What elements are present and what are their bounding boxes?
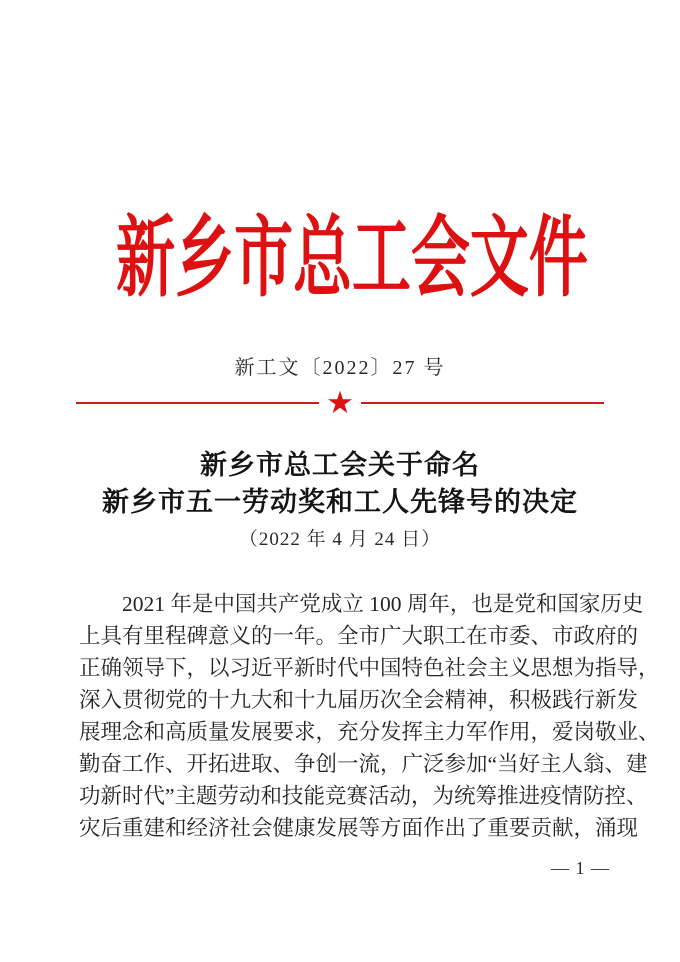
body-line: 灾后重建和经济社会健康发展等方面作出了重要贡献，涌现 bbox=[79, 816, 639, 840]
document-title-line2: 新乡市五一劳动奖和工人先锋号的决定 bbox=[102, 487, 578, 517]
body-line: 上具有里程碑意义的一年。全市广大职工在市委、市政府的 bbox=[79, 624, 639, 648]
star-icon: ★ bbox=[326, 385, 354, 421]
page-number: — 1 — bbox=[551, 858, 610, 878]
document-number: 新工文〔2022〕27 号 bbox=[234, 357, 446, 379]
body-paragraph bbox=[79, 588, 660, 844]
body-line: 展理念和高质量发展要求，充分发挥主力军作用，爱岗敬业、 bbox=[79, 720, 660, 744]
divider-line-left bbox=[76, 402, 319, 404]
body-line: 2021 年是中国共产党成立 100 周年，也是党和国家历史 bbox=[122, 592, 644, 616]
letterhead-title bbox=[0, 212, 680, 308]
document-title-line1: 新乡市总工会关于命名 bbox=[200, 450, 480, 480]
divider-line-right bbox=[361, 402, 604, 404]
document-date: （2022 年 4 月 24 日） bbox=[238, 529, 442, 550]
body-line: 正确领导下，以习近平新时代中国特色社会主义思想为指导， bbox=[79, 656, 660, 680]
red-divider bbox=[76, 385, 604, 421]
letterhead-title-text: 新乡市总工会文件 bbox=[116, 211, 588, 308]
body-line: 勤奋工作、开拓进取、争创一流，广泛参加“当好主人翁、建 bbox=[79, 752, 648, 776]
body-line: 功新时代”主题劳动和技能竞赛活动，为统筹推进疫情防控、 bbox=[79, 784, 648, 808]
document-title bbox=[0, 447, 680, 521]
body-line: 深入贯彻党的十九大和十九届历次全会精神，积极践行新发 bbox=[79, 688, 639, 712]
